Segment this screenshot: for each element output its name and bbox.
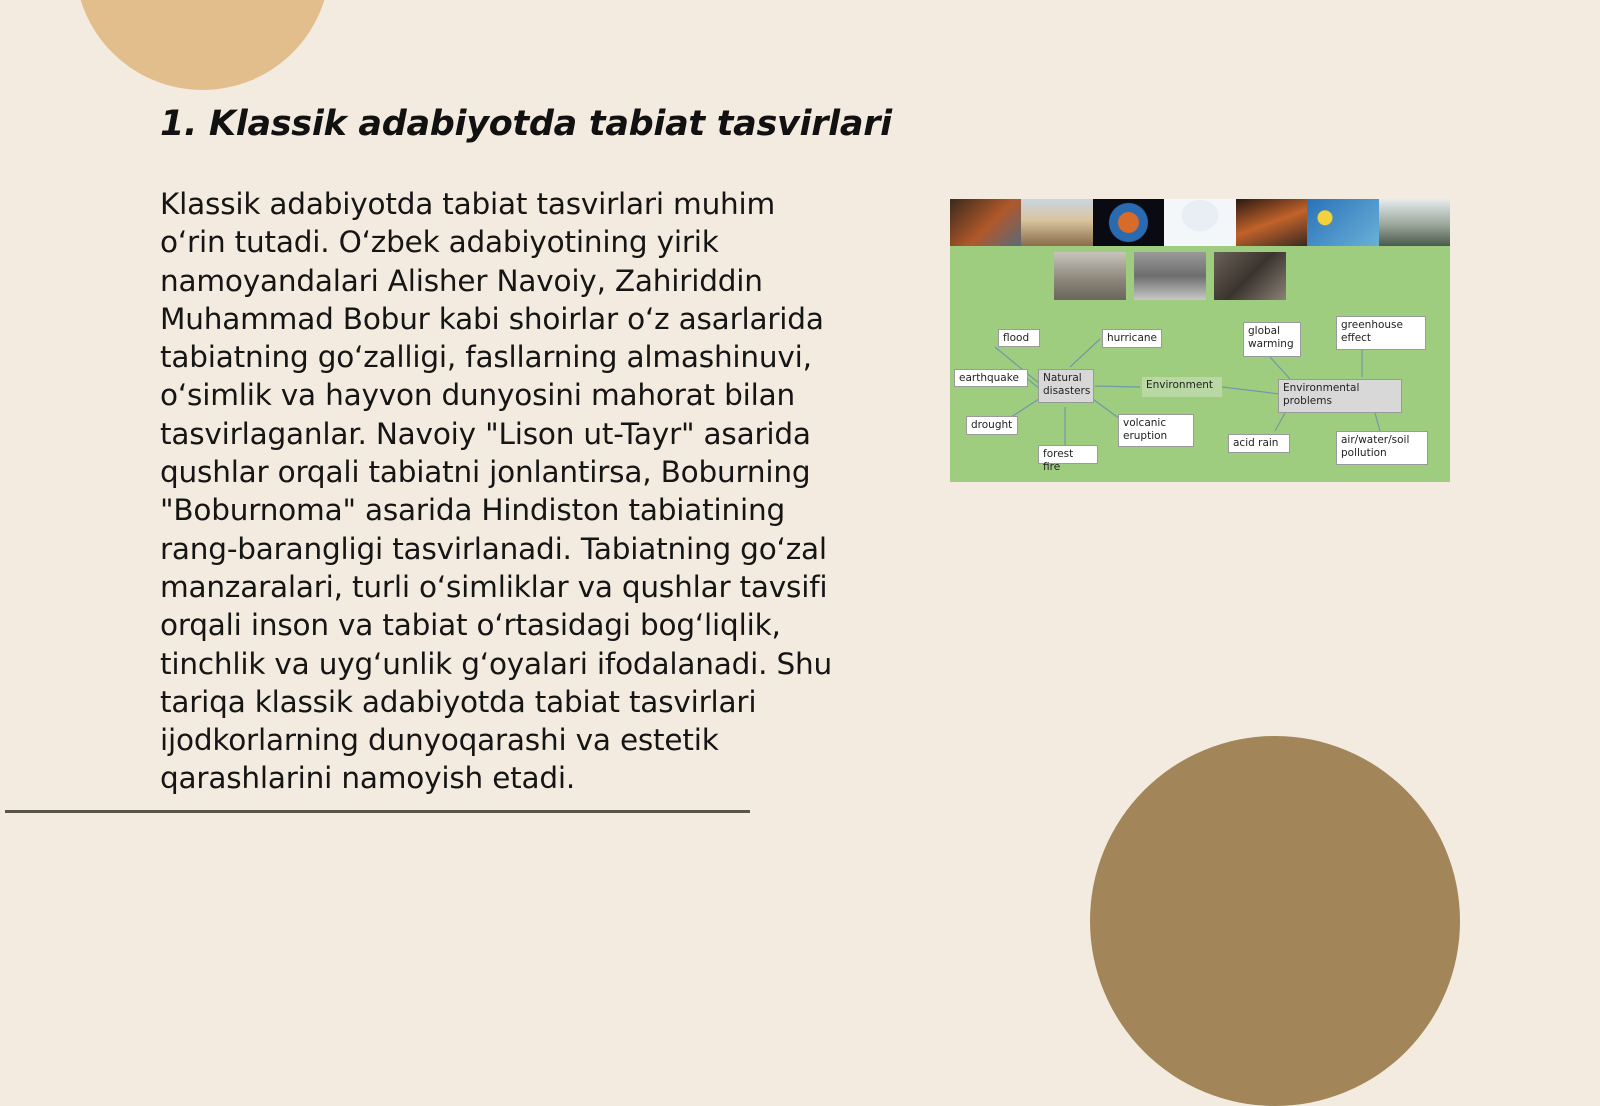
environment-mind-map-image bbox=[950, 199, 1450, 482]
slide-title: 1. Klassik adabiyotda tabiat tasvirlari bbox=[160, 104, 892, 144]
node-natural-disasters: Natural disasters bbox=[1038, 369, 1094, 403]
node-environmental-problems: Environmental problems bbox=[1278, 379, 1402, 413]
node-drought: drought bbox=[966, 416, 1018, 435]
node-air-water-soil-pollution: air/water/soil pollution bbox=[1336, 431, 1428, 465]
node-forest-fire: forest fire bbox=[1038, 445, 1098, 464]
decorative-circle-top bbox=[75, 0, 330, 90]
node-greenhouse-effect: greenhouse effect bbox=[1336, 316, 1426, 350]
decorative-circle-bottom bbox=[1090, 736, 1460, 1106]
node-environment: Environment bbox=[1142, 377, 1222, 397]
node-volcanic-eruption: volcanic eruption bbox=[1118, 414, 1194, 447]
node-earthquake: earthquake bbox=[954, 369, 1028, 387]
slide-body-text: Klassik adabiyotda tabiat tasvirlari muhim oʻrin tutadi. Oʻzbek adabiyotining yirik namoyandalari Alisher Navoiy, Zahiriddin Muhammad Bobur kabi shoirlar oʻz asarlarida tabiatning goʻzalligi, fasllarning almashinuvi, oʻsimlik va hayvon dunyosini mahorat bilan tasvirlaganlar. Navoiy "Lison ut-Tayr" asarida qushlar orqali tabiatni jonlantirsa, Boburning "Boburnoma" asarida Hindiston tabiatining rang-barangligi tasvirlanadi. Tabiatning goʻzal manzaralari, turli oʻsimliklar va qushlar tavsifi orqali inson va tabiat oʻrtasidagi bogʻliqlik, tinchlik va uygʻunlik gʻoyalari ifodalanadi. Shu tariqa klassik adabiyotda tabiat tasvirlari ijodkorlarning dunyoqarashi va estetik qarashlarini namoyish etadi. bbox=[160, 187, 832, 796]
divider-line bbox=[5, 810, 750, 813]
node-global-warming: global warming bbox=[1243, 322, 1301, 357]
node-acid-rain: acid rain bbox=[1228, 434, 1290, 453]
node-hurricane: hurricane bbox=[1102, 329, 1162, 348]
node-flood: flood bbox=[998, 329, 1040, 347]
